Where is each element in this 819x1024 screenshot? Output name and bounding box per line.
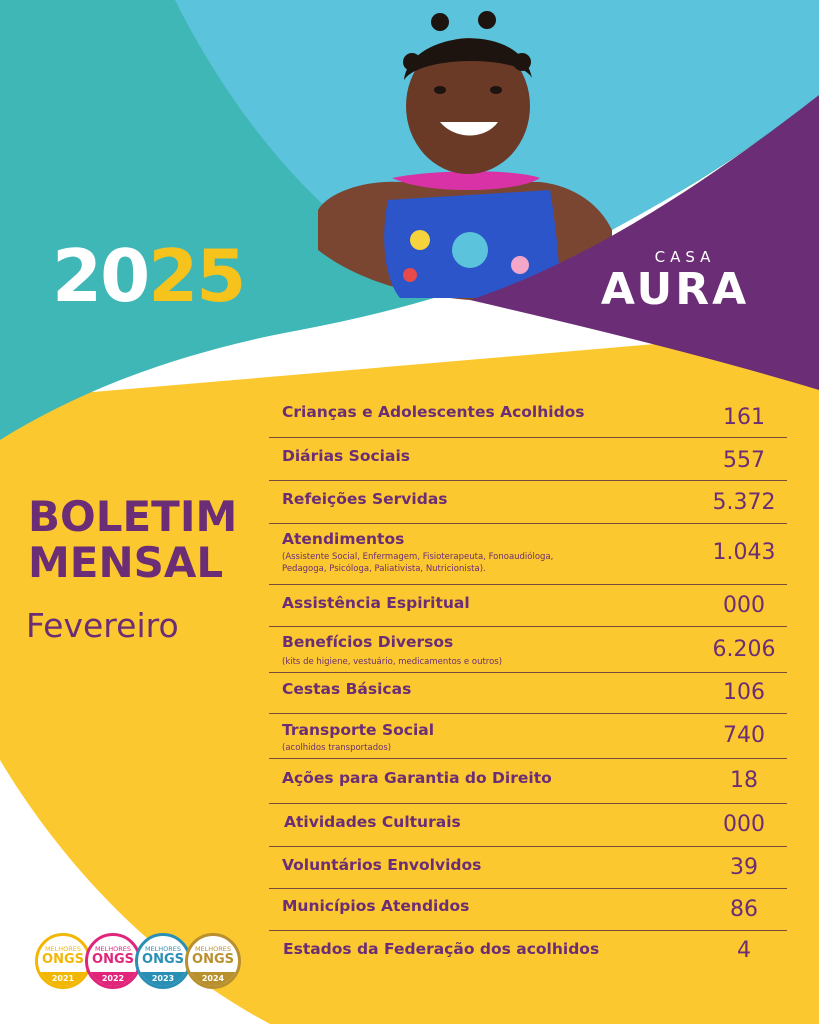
badge-main-text: ONGS xyxy=(142,952,184,967)
stat-row xyxy=(269,714,787,759)
year-part2: 25 xyxy=(148,234,245,318)
stat-sublabel: (kits de higiene, vestuário, medicamentos e outros) xyxy=(282,657,503,667)
award-badge-icon xyxy=(185,933,241,989)
stat-value: 740 xyxy=(723,723,765,748)
stat-label: Voluntários Envolvidos xyxy=(282,856,482,874)
award-badges xyxy=(35,933,245,995)
stat-label: Estados da Federação dos acolhidos xyxy=(283,940,600,958)
year-heading xyxy=(52,234,245,318)
stat-value: 106 xyxy=(723,680,765,705)
stat-row xyxy=(269,673,787,714)
badge-top-text: MELHORES xyxy=(44,945,82,953)
stat-label: Assistência Espiritual xyxy=(282,594,470,612)
stat-value: 000 xyxy=(723,812,765,837)
logo-aura-text: AURA xyxy=(600,264,750,315)
casa-aura-logo xyxy=(585,248,765,315)
stat-row xyxy=(269,931,787,973)
stat-sublabel: (Assistente Social, Enfermagem, Fisioterapeuta, Fonoaudióloga, xyxy=(282,552,554,562)
badge-year: 2024 xyxy=(188,972,238,986)
stats-table xyxy=(269,395,787,973)
badge-main-text: ONGS xyxy=(42,952,84,967)
stat-sublabel: (acolhidos transportados) xyxy=(282,743,392,753)
stat-label: Refeições Servidas xyxy=(282,490,448,508)
stat-row xyxy=(269,524,787,585)
stat-value: 4 xyxy=(737,938,751,963)
award-badge-icon xyxy=(135,933,191,989)
stat-value: 6.206 xyxy=(712,637,776,662)
badge-top-text: MELHORES xyxy=(194,945,232,953)
stat-value: 1.043 xyxy=(712,540,776,565)
stat-row xyxy=(269,395,787,438)
logo-casa-text: CASA xyxy=(654,248,716,266)
stat-label: Atividades Culturais xyxy=(284,813,461,831)
stat-label: Benefícios Diversos xyxy=(282,633,454,651)
stat-value: 5.372 xyxy=(712,490,776,515)
stat-value: 000 xyxy=(723,593,765,618)
stat-row xyxy=(269,585,787,627)
title-line1: BOLETIM xyxy=(28,492,238,541)
stat-value: 557 xyxy=(723,448,765,473)
stat-value: 161 xyxy=(723,405,765,430)
bulletin-title xyxy=(28,494,237,586)
stat-label: Transporte Social xyxy=(282,721,435,739)
stat-row xyxy=(269,438,787,481)
badge-year: 2023 xyxy=(138,972,188,986)
bulletin-month: Fevereiro xyxy=(26,606,179,645)
badge-year: 2022 xyxy=(88,972,138,986)
title-line2: MENSAL xyxy=(28,538,224,587)
stat-label: Diárias Sociais xyxy=(282,447,410,465)
stat-row xyxy=(269,627,787,673)
badge-main-text: ONGS xyxy=(192,952,234,967)
stat-row xyxy=(269,481,787,524)
badge-top-text: MELHORES xyxy=(144,945,182,953)
award-badge-icon xyxy=(35,933,91,989)
stat-row xyxy=(269,847,787,889)
badge-main-text: ONGS xyxy=(92,952,134,967)
stat-row xyxy=(269,759,787,804)
stat-label: Crianças e Adolescentes Acolhidos xyxy=(282,403,585,421)
stat-label: Municípios Atendidos xyxy=(282,897,470,915)
stat-row xyxy=(269,889,787,931)
stat-value: 86 xyxy=(730,897,758,922)
badge-top-text: MELHORES xyxy=(94,945,132,953)
stat-value: 39 xyxy=(730,855,758,880)
stat-label: Atendimentos xyxy=(282,530,405,548)
stat-label: Cestas Básicas xyxy=(282,680,412,698)
stat-sublabel-2: Pedagoga, Psicóloga, Paliativista, Nutricionista). xyxy=(282,564,486,574)
year-part1: 20 xyxy=(52,234,149,318)
badge-year: 2021 xyxy=(38,972,88,986)
stat-label: Ações para Garantia do Direito xyxy=(282,769,552,787)
award-badge-icon xyxy=(85,933,141,989)
stat-value: 18 xyxy=(730,768,758,793)
stat-row xyxy=(269,804,787,847)
